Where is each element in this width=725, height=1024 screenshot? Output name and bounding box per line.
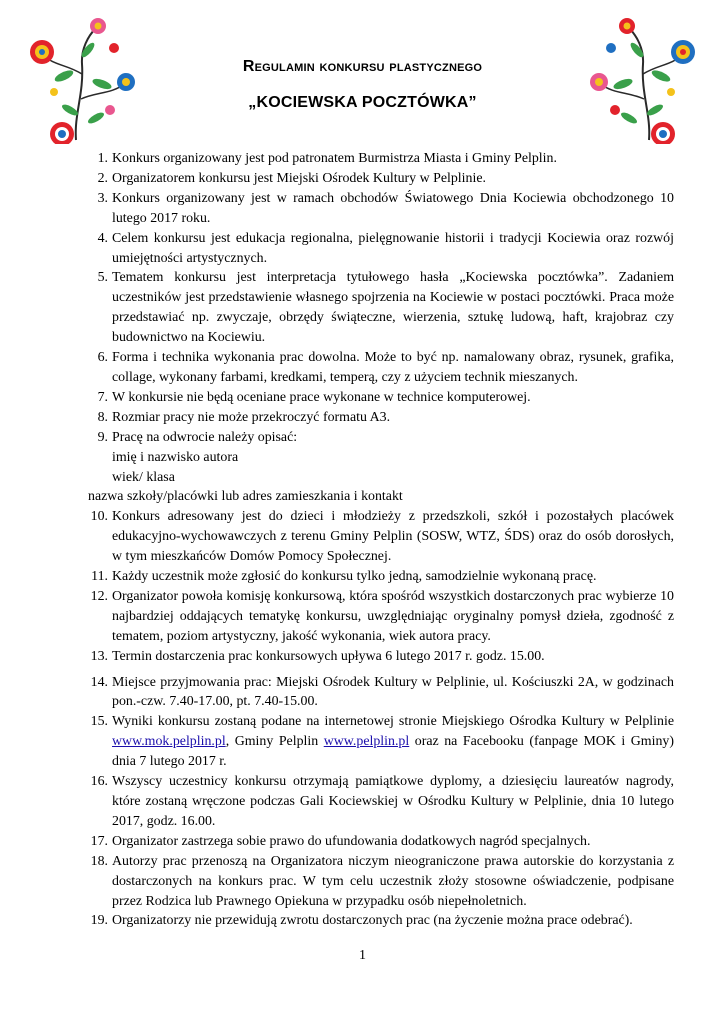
- list-item: 9. Pracę na odwrocie należy opisać: imię i nazwisko autora wiek/ klasa nazwa szkoły/placówki lub adres zamieszkania i kontakt: [112, 428, 674, 508]
- mok-website-link[interactable]: www.mok.pelplin.pl: [112, 734, 226, 750]
- page-number: 1: [359, 948, 366, 963]
- list-item: 12. Organizator powoła komisję konkursową, która spośród wszystkich dostarczonych prac wybierze 10 najbardziej oddających tematykę konkursu, uwzględniając oryginalny pomysł dzieła, zgodność z tematem, poziom artystyczny, jakość wykonania, wiek autora pracy.: [90, 588, 674, 644]
- description-field-author: imię i nazwisko autora: [112, 449, 239, 465]
- list-item: 17. Organizator zastrzega sobie prawo do ufundowania dodatkowych nagród specjalnych.: [90, 833, 591, 849]
- list-item: 4. Celem konkursu jest edukacja regionalna, pielęgnowanie historii i tradycji Kociewia oraz rozwój umiejętności artystycznych.: [97, 230, 674, 266]
- list-item: 10. Konkurs adresowany jest do dzieci i młodzieży z przedszkoli, szkół i pozostałych placówek edukacyjno-wychowawczych z terenu Gminy Pelplin (SOSW, WTZ, ŚDS) oraz do osób dorosłych, w tym mieszkańców Domów Pomocy Społecznej.: [90, 509, 674, 565]
- list-item: 11. Każdy uczestnik może zgłosić do konkursu tylko jedną, samodzielnie wykonaną pracę.: [91, 569, 597, 585]
- list-item: 2. Organizatorem konkursu jest Miejski Ośrodek Kultury w Pelplinie.: [97, 170, 486, 186]
- description-field-school: nazwa szkoły/placówki lub adres zamieszkania i kontakt: [88, 489, 403, 505]
- rules-list: [88, 149, 674, 931]
- list-item: 15. Wyniki konkursu zostaną podane na internetowej stronie Miejskiego Ośrodka Kultury w Pelplinie www.mok.pelplin.pl, Gminy Pelplin www.pelplin.pl oraz na Facebooku (fanpage MOK i Gminy) dnia 7 lutego 2017 r.: [90, 714, 674, 770]
- description-field-age: wiek/ klasa: [112, 469, 175, 485]
- list-item: 1. Konkurs organizowany jest pod patronatem Burmistrza Miasta i Gminy Pelplin.: [97, 151, 557, 166]
- pelplin-website-link[interactable]: www.pelplin.pl: [323, 734, 410, 750]
- document-subtitle: „KOCIEWSKA POCZTÓWKA”: [248, 94, 477, 111]
- list-item: 13. Termin dostarczenia prac konkursowych upływa 6 lutego 2017 r. godz. 15.00.: [90, 648, 545, 664]
- list-item: 19. Organizatorzy nie przewidują zwrotu dostarczonych prac (na życzenie można prace odebrać).: [90, 913, 633, 929]
- folk-flower-ornament-left-icon: [26, 14, 138, 144]
- list-item: 18. Autorzy prac przenoszą na Organizatora niczym nieograniczone prawa autorskie do korzystania z dostarczonych na konkurs prac. W tym celu uczestnik złoży stosowne oświadczenie, podpisane przez Rodzica lub Prawnego Opiekuna w przypadku osób niepełnoletnich.: [90, 853, 674, 909]
- document-title: Regulamin konkursu plastycznego: [242, 58, 483, 75]
- list-item: 14. Miejsce przyjmowania prac: Miejski Ośrodek Kultury w Pelplinie, ul. Kościuszki 2A, w godzinach pon.-czw. 7.40-17.00, pt. 7.40-15.00.: [90, 674, 674, 710]
- list-item: 16. Wszyscy uczestnicy konkursu otrzymają pamiątkowe dyplomy, a dziesięciu laureatów nagrody, które zostaną wręczone podczas Gali Kociewskiej w Ośrodku Kultury w Pelplinie, dnia 10 lutego 2017, godz. 16.00.: [90, 774, 674, 829]
- list-item: 8. Rozmiar pracy nie może przekroczyć formatu A3.: [97, 409, 391, 425]
- list-item: 3. Konkurs organizowany jest w ramach obchodów Światowego Dnia Kociewia obchodzonego 10 lutego 2017 roku.: [97, 190, 674, 226]
- list-item: 7. W konkursie nie będą oceniane prace wykonane w technice komputerowej.: [97, 389, 531, 405]
- list-item: 6. Forma i technika wykonania prac dowolna. Może to być np. namalowany obraz, rysunek, grafika, collage, wykonany farbami, kredkami, temperą, czy z użyciem technik mieszanych.: [97, 350, 674, 385]
- folk-flower-ornament-right-icon: [587, 14, 699, 144]
- list-item: 5. Tematem konkursu jest interpretacja tytułowego hasła „Kociewska pocztówka”. Zadaniem uczestników jest przedstawienie własnego spojrzenia na Kociewie w postaci pocztówki. Praca może przedstawiać np. zwyczaje, obrzędy świąteczne, wierzenia, sztukę ludową, haft, krajobraz czy budownictwo na Kociewiu.: [97, 270, 674, 346]
